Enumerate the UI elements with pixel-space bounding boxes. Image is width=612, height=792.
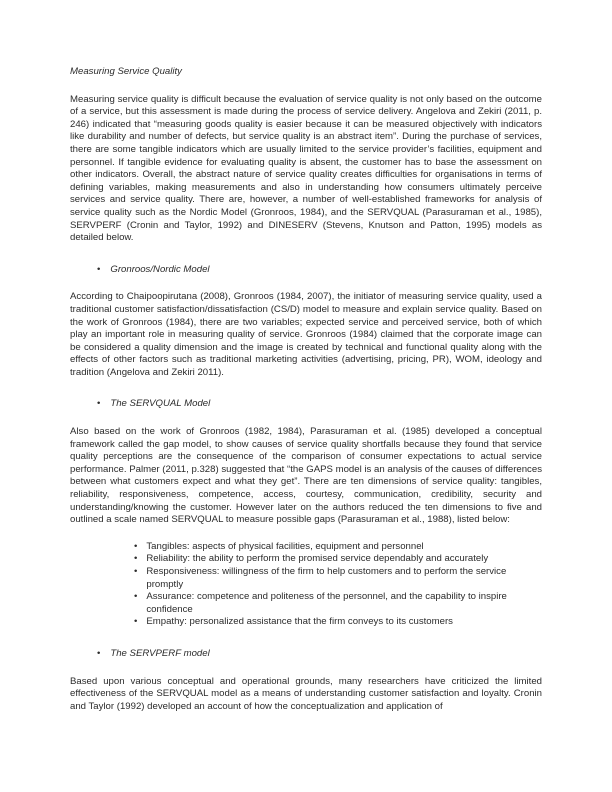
list-item-text: Responsiveness: willingness of the firm to help customers and to perform the service promptly	[146, 566, 507, 590]
section-heading-gronroos-nordic-model	[97, 264, 542, 277]
bullet-icon: •	[97, 647, 101, 659]
section-heading-text: The SERVPERF model	[110, 647, 210, 659]
bullet-icon: •	[134, 616, 138, 628]
document-title: Measuring Service Quality	[70, 66, 182, 77]
bullet-icon: •	[134, 540, 138, 552]
list-item-text: Empathy: personalized assistance that the firm conveys to its customers	[146, 616, 453, 628]
gronroos-nordic-paragraph: According to Chaipoopirutana (2008), Gronroos (1984, 2007), the initiator of measuring service quality, used a traditional customer satisfaction/dissatisfaction (CS/D) model to measure and explain service quality. Based on the work of Gronroos (1984), there are two variables; expected service and perceived service, both of which play an important role in measuring quality of service. Gronroos (1984) claimed that the corporate image can be considered a quality dimension and the image is created by technical and functional quality along with the effects of other factors such as traditional marketing activities (advertising, pricing, PR), WOM, ideology and tradition (Angelova and Zekiri 2011).	[70, 291, 542, 378]
section-heading-text: Gronroos/Nordic Model	[110, 263, 210, 275]
list-item-text: Reliability: the ability to perform the promised service dependably and accurately	[146, 553, 489, 565]
section-heading-text: The SERVQUAL Model	[110, 398, 211, 410]
list-item-text: Tangibles: aspects of physical facilities, equipment and personnel	[146, 540, 424, 552]
servqual-paragraph: Also based on the work of Gronroos (1982, 1984), Parasuraman et al. (1985) developed a conceptual framework called the gap model, to show causes of service quality shortfalls because they found that service quality perceptions are the consequence of the comparison of consumer expectations to actual service performance. Palmer (2011, p.328) suggested that “the GAPS model is an analysis of the causes of differences between what customers expect and what they get”. There are ten dimensions of service quality: tangibles, reliability, responsiveness, competence, access, courtesy, communication, credibility, security and understanding/knowing the customer. However later on the authors reduced the ten dimensions to five and outlined a scale named SERVQUAL to measure possible gaps (Parasuraman et al., 1988), listed below:	[70, 426, 542, 526]
bullet-icon: •	[97, 398, 101, 410]
bullet-icon: •	[134, 553, 138, 565]
intro-paragraph: Measuring service quality is difficult because the evaluation of service quality is not only based on the outcome of a service, but this assessment is made during the process of service delivery. Angelova and Zekiri (2011, p. 246) indicated that “measuring goods quality is easier because it can be measured objectively with indicators like durability and number of defects, but service quality is an abstract item”. During the purchase of services, there are some tangible indicators which are usually limited to the service provider’s facilities, equipment and personnel. If tangible evidence for evaluating quality is absent, the customer has to base the assessment on other indicators. Overall, the abstract nature of service quality creates difficulties for organisations in terms of defining variables, making measurements and also in understanding how consumers ultimately perceive services and service quality. There are, however, a number of well-established frameworks for analysis of service quality such as the Nordic Model (Gronroos, 1984), and the SERVQUAL (Parasuraman et al., 1985), SERVPERF (Cronin and Taylor, 1992) and DINESERV (Stevens, Knutson and Patton, 1995) models as detailed below.	[70, 93, 542, 244]
list-item-assurance	[134, 591, 542, 616]
list-item-text: Assurance: competence and politeness of the personnel, and the capability to inspire confidence	[146, 591, 507, 615]
bullet-icon: •	[134, 566, 138, 577]
section-heading-servperf-model	[97, 648, 542, 661]
list-item-responsiveness	[134, 566, 542, 591]
list-item-empathy	[134, 616, 542, 629]
servqual-dimensions-list	[134, 541, 542, 629]
list-item-tangibles	[134, 541, 542, 554]
bullet-icon: •	[97, 263, 101, 275]
servperf-paragraph: Based upon various conceptual and operational grounds, many researchers have criticized the limited effectiveness of the SERVQUAL model as a means of understanding customer satisfaction and loyalty. Cronin and Taylor (1992) developed an account of how the conceptualization and application of	[70, 675, 542, 712]
bullet-icon: •	[134, 591, 138, 603]
section-heading-servqual-model	[97, 398, 542, 411]
list-item-reliability	[134, 553, 542, 566]
